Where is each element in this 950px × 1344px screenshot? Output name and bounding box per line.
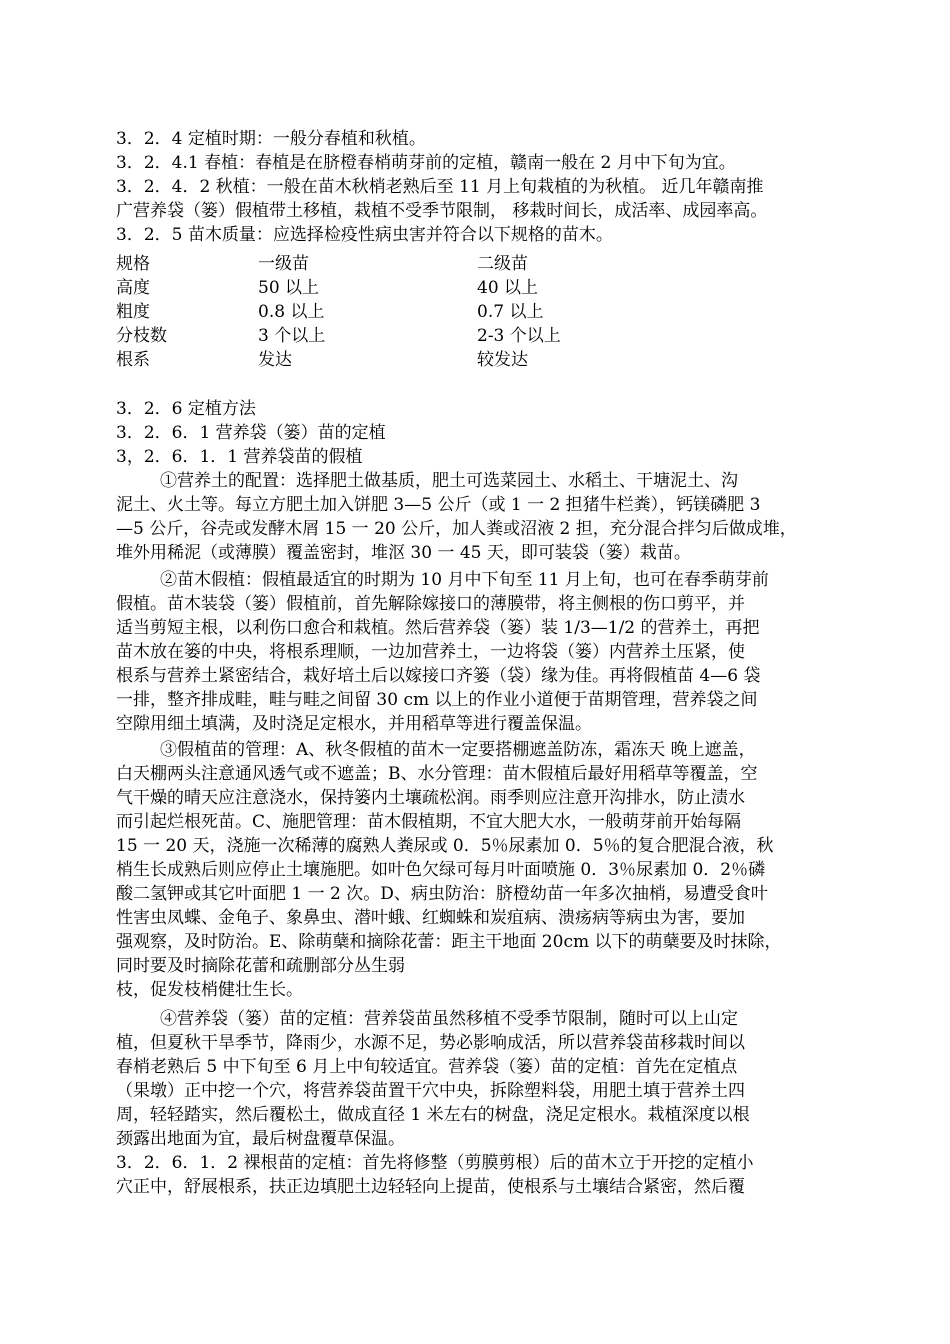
paragraph-seedling-management: ③假植苗的管理：A、秋冬假植的苗木一定要搭棚遮盖防冻，霜冻天 晚上遮盖， xyxy=(160,740,756,760)
heading-3-2-6: 3．2．6 定植方法 xyxy=(116,399,256,419)
paragraph-bare-root-planting: 穴正中，舒展根系，扶正边填肥土边轻轻向上提苗，使根系与土壤结合紧密，然后覆 xyxy=(116,1177,745,1197)
paragraph-temp-planting: ②苗木假植：假植最适宜的时期为 10 月中下旬至 11 月上旬，也可在春季萌芽前 xyxy=(160,570,769,590)
table-cell: 发达 xyxy=(258,350,292,370)
paragraph-line: 酸二氢钾或其它叶面肥 1 一 2 次。D、病虫防治：脐橙幼苗一年多次抽梢，易遭受食叶 xyxy=(116,884,768,904)
table-header-cell: 规格 xyxy=(116,254,150,274)
table-header-cell: 一级苗 xyxy=(258,254,309,274)
paragraph-line: 空隙用细土填满，及时浇足定根水，并用稻草等进行覆盖保温。 xyxy=(116,714,592,734)
paragraph-line: 植，但夏秋干旱季节，降雨少，水源不足，势必影响成活，所以营养袋苗移栽时间以 xyxy=(116,1033,745,1053)
paragraph-line: 梢生长成熟后则应停止土壤施肥。如叶色欠绿可每月叶面喷施 0．3％尿素加 0．2％磷 xyxy=(116,860,766,880)
paragraph-line: 根系与营养土紧密结合，栽好培土后以嫁接口齐篓（袋）缘为佳。再将假植苗 4—6 袋 xyxy=(116,666,761,686)
paragraph-line: （果墩）正中挖一个穴，将营养袋苗置干穴中央，拆除塑料袋，用肥土填于营养土四 xyxy=(116,1081,745,1101)
table-cell: 0.7 以上 xyxy=(477,302,544,322)
paragraph-line: 强观察，及时防治。E、除萌蘖和摘除花蕾：距主干地面 20cm 以下的萌蘖要及时抹除， xyxy=(116,932,782,952)
paragraph-line: 春梢老熟后 5 中下旬至 6 月上中旬较适宜。营养袋（篓）苗的定植：首先在定植点 xyxy=(116,1057,738,1077)
table-cell: 粗度 xyxy=(116,302,150,322)
paragraph-line: 假植。苗木装袋（篓）假植前，首先解除嫁接口的薄膜带，将主侧根的伤口剪平，并 xyxy=(116,594,745,614)
paragraph-line: 而引起烂根死苗。C、施肥管理：苗木假植期，不宜大肥大水，一般萌芽前开始每隔 xyxy=(116,812,742,832)
paragraph-line: 白天棚两头注意通风透气或不遮盖；B、水分管理：苗木假植后最好用稻草等覆盖，空 xyxy=(116,764,758,784)
heading-3-2-6-1: 3．2．6．1 营养袋（篓）苗的定植 xyxy=(116,423,386,443)
paragraph-soil-prep: ①营养土的配置：选择肥土做基质，肥土可选菜园土、水稻土、干塘泥土、沟 xyxy=(160,471,738,491)
paragraph-autumn-planting: 3．2．4．2 秋植：一般在苗木秋梢老熟后至 11 月上旬栽植的为秋植。 近几年赣南推 xyxy=(116,177,764,197)
table-cell: 分枝数 xyxy=(116,326,167,346)
paragraph-line: 适当剪短主根，以利伤口愈合和栽植。然后营养袋（篓）装 1/3—1/2 的营养土，再把 xyxy=(116,618,760,638)
paragraph-line: 3．2．6．1．2 裸根苗的定植：首先将修整（剪膜剪根）后的苗木立于开挖的定植小 xyxy=(116,1153,754,1173)
table-cell: 较发达 xyxy=(477,350,528,370)
heading-3-2-5: 3．2．5 苗木质量：应选择检疫性病虫害并符合以下规格的苗木。 xyxy=(116,225,613,245)
table-cell: 根系 xyxy=(116,350,150,370)
paragraph-spring-planting: 3．2．4.1 春植：春植是在脐橙春梢萌芽前的定植，赣南一般在 2 月中下旬为宜。 xyxy=(116,153,736,173)
paragraph-line: 泥土、火土等。每立方肥土加入饼肥 3—5 公斤（或 1 一 2 担猪牛栏粪），钙镁磷肥 3 xyxy=(116,495,761,515)
paragraph-line: 15 一 20 天，浇施一次稀薄的腐熟人粪尿或 0．5％尿素加 0．5％的复合肥混合液，秋 xyxy=(116,836,774,856)
paragraph-line: 枝，促发枝梢健壮生长。 xyxy=(116,980,303,1000)
table-cell: 3 个以上 xyxy=(258,326,326,346)
paragraph-autumn-planting-cont: 广营养袋（篓）假植带土移植，栽植不受季节限制， 移栽时间长，成活率、成园率高。 xyxy=(116,201,768,221)
paragraph-line: 苗木放在篓的中央，将根系理顺，一边加营养土，一边将袋（篓）内营养土压紧，使 xyxy=(116,642,745,662)
table-cell: 0.8 以上 xyxy=(258,302,325,322)
table-cell: 高度 xyxy=(116,278,150,298)
paragraph-bag-planting: ④营养袋（篓）苗的定植：营养袋苗虽然移植不受季节限制，随时可以上山定 xyxy=(160,1009,738,1029)
paragraph-line: 性害虫凤蝶、金龟子、象鼻虫、潜叶蛾、红蜘蛛和炭疽病、溃疡病等病虫为害，要加 xyxy=(116,908,745,928)
table-cell: 2-3 个以上 xyxy=(477,326,561,346)
heading-3-2-6-1-1: 3，2．6．1．1 营养袋苗的假植 xyxy=(116,447,363,467)
paragraph-line: 颈露出地面为宜，最后树盘覆草保温。 xyxy=(116,1129,405,1149)
paragraph-line: 一排，整齐排成畦，畦与畦之间留 30 cm 以上的作业小道便于苗期管理，营养袋之间 xyxy=(116,690,758,710)
paragraph-line: —5 公斤，谷壳或发酵木屑 15 一 20 公斤，加人粪或沼液 2 担，充分混合拌匀后做成堆， xyxy=(116,519,797,539)
table-cell: 40 以上 xyxy=(477,278,539,298)
table-header-cell: 二级苗 xyxy=(477,254,528,274)
paragraph-line: 堆外用稀泥（或薄膜）覆盖密封，堆沤 30 一 45 天，即可装袋（篓）栽苗。 xyxy=(116,543,691,563)
heading-3-2-4: 3．2．4 定植时期：一般分春植和秋植。 xyxy=(116,129,426,149)
paragraph-line: 气干燥的晴天应注意浇水，保持篓内土壤疏松润。雨季则应注意开沟排水，防止渍水 xyxy=(116,788,745,808)
table-cell: 50 以上 xyxy=(258,278,320,298)
paragraph-line: 同时要及时摘除花蕾和疏删部分丛生弱 xyxy=(116,956,405,976)
paragraph-line: 周，轻轻踏实，然后覆松土，做成直径 1 米左右的树盘，浇足定根水。栽植深度以根 xyxy=(116,1105,750,1125)
